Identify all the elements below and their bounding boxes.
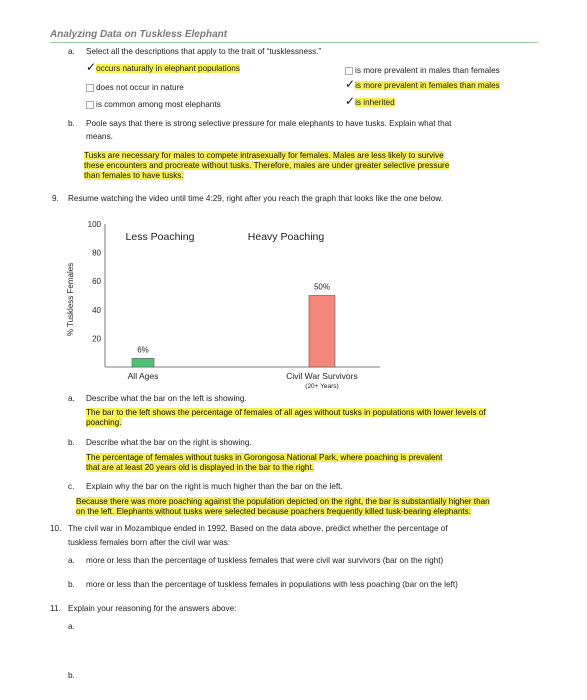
option-not-in-nature[interactable]: [86, 83, 184, 93]
q9c-prompt: Explain why the bar on the right is much higher than the bar on the left.: [86, 482, 343, 491]
option-label: does not occur in nature: [96, 83, 184, 92]
answer-line: these encounters and procreate without tusks. Therefore, males are under greater selective pressure: [84, 161, 450, 170]
q10-prompt-line2: tuskless females born after the civil war was:: [68, 538, 230, 547]
q9a-prompt: Describe what the bar on the left is showing.: [86, 394, 247, 403]
y-tick-label: 100: [87, 220, 101, 229]
q9-prompt: Resume watching the video until time 4:29, right after you reach the graph that looks like the one below.: [68, 194, 444, 203]
tuskless-chart: [60, 210, 390, 392]
bar-civil-war-survivors: [309, 296, 335, 368]
option-occurs-naturally[interactable]: [86, 62, 240, 74]
region-label-less-poaching: Less Poaching: [125, 231, 195, 243]
x-category-label: Civil War Survivors: [286, 371, 358, 381]
answer-line: than females to have tusks.: [84, 171, 184, 180]
option-label: is inherited: [355, 98, 395, 107]
option-inherited[interactable]: [345, 96, 395, 108]
q8b-prompt-line1: Poole says that there is strong selective pressure for male elephants to have tusks. Explain what that: [86, 119, 452, 128]
option-common[interactable]: [86, 100, 221, 110]
checkbox-icon: [86, 101, 94, 109]
checkmark-icon: ✓: [345, 94, 356, 108]
q8a-prompt: Select all the descriptions that apply to the trait of “tusklessness.”: [86, 47, 322, 56]
option-label: is common among most elephants: [96, 100, 221, 109]
answer-line: The percentage of females without tusks in Gorongosa National Park, where poaching is prevalent: [86, 453, 443, 462]
y-tick-label: 20: [92, 334, 101, 344]
q9a-marker: a.: [68, 394, 75, 403]
q11b-marker: b.: [68, 671, 75, 680]
x-category-sublabel: (20+ Years): [305, 383, 339, 390]
q9c-answer: [76, 497, 586, 517]
q10b-marker: b.: [68, 580, 75, 589]
q9c-marker: c.: [68, 482, 75, 491]
answer-line: Because there was more poaching against the population depicted on the right, the bar is substantially higher than: [76, 497, 490, 506]
q11-prompt: Explain your reasoning for the answers above:: [68, 604, 237, 613]
option-label: is more prevalent in males than females: [355, 66, 500, 75]
q10-number: 10.: [50, 524, 62, 533]
y-tick-label: 80: [92, 248, 101, 258]
checkbox-icon: [86, 84, 94, 92]
y-tick-label: 40: [92, 305, 101, 315]
q11a-marker: a.: [68, 622, 75, 631]
answer-line: Tusks are necessary for males to compete intrasexually for females. Males are less likely to survive: [84, 151, 444, 160]
q10-prompt-line1: The civil war in Mozambique ended in 1992. Based on the data above, predict whether the percentage of: [68, 524, 448, 533]
answer-line: on the left. Elephants without tusks were selected because poachers frequently killed tusk-bearing elephants.: [76, 507, 472, 516]
q9-number: 9.: [52, 194, 59, 203]
title-underline: [50, 42, 538, 43]
option-label: occurs naturally in elephant populations: [96, 64, 240, 73]
checkbox-icon: [345, 67, 353, 75]
q10b-text: more or less than the percentage of tuskless females in populations with less poaching (bar on the left): [86, 580, 458, 589]
q8b-answer: [84, 151, 534, 181]
document-title: Analyzing Data on Tuskless Elephant: [50, 29, 228, 40]
q8a-marker: a.: [68, 47, 75, 56]
y-axis-label: % Tuskless Females: [66, 262, 75, 337]
y-tick-label: 60: [92, 277, 101, 287]
q11-number: 11.: [50, 604, 61, 613]
q8b-marker: b.: [68, 119, 75, 128]
q10a-text: more or less than the percentage of tuskless females that were civil war survivors (bar on the right): [86, 556, 444, 565]
answer-line: poaching.: [86, 418, 122, 427]
x-category-label: All Ages: [127, 371, 159, 381]
option-more-males[interactable]: [345, 66, 500, 76]
checkmark-icon: ✓: [86, 60, 97, 74]
q10a-marker: a.: [68, 556, 75, 565]
data-label: 50%: [313, 282, 331, 292]
q9b-prompt: Describe what the bar on the right is showing.: [86, 438, 252, 447]
option-label: is more prevalent in females than males: [355, 81, 500, 90]
q9b-answer: [86, 453, 566, 473]
data-label: 6%: [137, 345, 149, 355]
q8b-prompt-line2: means.: [86, 132, 113, 141]
answer-line: that are at least 20 years old is displayed in the bar to the right.: [86, 463, 315, 472]
region-label-heavy-poaching: Heavy Poaching: [247, 231, 325, 243]
q9a-answer: [86, 408, 586, 428]
checkmark-icon: ✓: [345, 77, 356, 91]
q9b-marker: b.: [68, 438, 75, 447]
bar-all-ages: [132, 358, 154, 367]
option-more-females[interactable]: [345, 79, 500, 91]
answer-line: The bar to the left shows the percentage of females of all ages without tusks in populations with lower levels of: [86, 408, 486, 417]
